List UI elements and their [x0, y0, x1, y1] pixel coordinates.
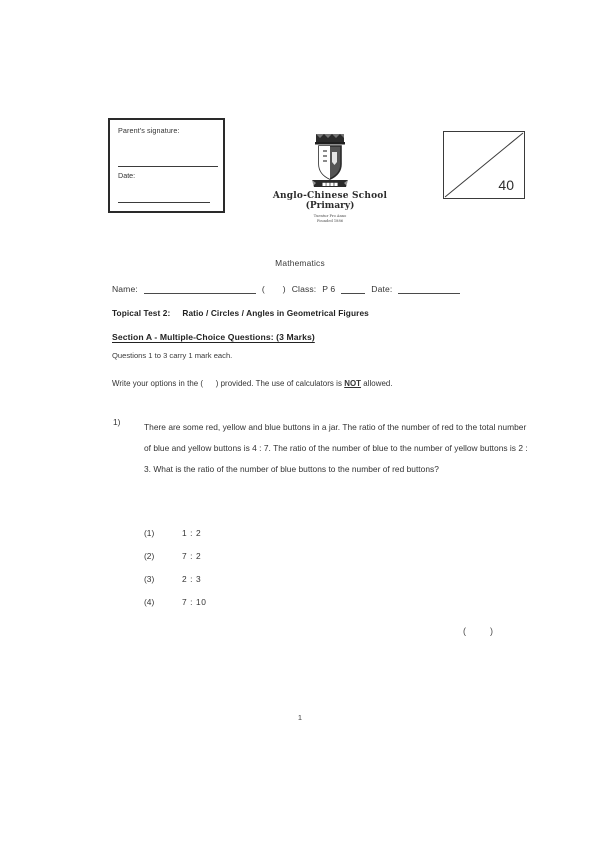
option-row[interactable] — [144, 574, 207, 597]
date-label: Date: — [371, 284, 393, 294]
school-crest-block — [272, 132, 388, 224]
option-row[interactable] — [144, 528, 207, 551]
marks-score-box[interactable] — [443, 131, 525, 199]
svg-text:■■■■: ■■■■ — [322, 181, 338, 187]
topical-test-line — [112, 308, 369, 318]
option-row[interactable] — [144, 551, 207, 574]
option-label: (3) — [144, 574, 155, 584]
answer-close-paren: ) — [490, 626, 517, 636]
subject-title: Mathematics — [275, 258, 325, 268]
parent-signature-label: Parent's signature: — [118, 126, 180, 135]
index-close-paren: ) — [282, 284, 286, 294]
school-level: (Primary) — [305, 201, 355, 212]
school-name: Anglo-Chinese School — [272, 191, 388, 201]
option-label: (1) — [144, 528, 155, 538]
class-input-rule[interactable] — [341, 284, 365, 294]
index-open-paren: ( — [261, 284, 265, 294]
school-motto-line-2: Founded 1886 — [316, 218, 344, 223]
signature-date-write-line[interactable] — [118, 202, 210, 203]
option-label: (2) — [144, 551, 155, 561]
answer-open-paren: ( — [463, 626, 490, 636]
question-1-text: There are some red, yellow and blue buttons in a jar. The ratio of the number of red to the total number of blue and yellow buttons is 4 : 7. The ratio of the number of blue to the number of yellow buttons is 2 : 3. What is the ratio of the number of blue buttons to the number of red buttons? — [144, 422, 528, 474]
option-value: 1 : 2 — [182, 528, 202, 538]
date-input-rule[interactable] — [398, 284, 460, 294]
page-number: 1 — [297, 713, 303, 722]
answer-instruction-line — [112, 379, 393, 388]
total-marks-value: 40 — [498, 177, 514, 193]
question-1-number: 1) — [113, 417, 121, 427]
question-1-options — [144, 528, 207, 620]
section-marks-note: Questions 1 to 3 carry 1 mark each. — [112, 351, 233, 360]
parent-signature-write-line[interactable] — [118, 166, 218, 167]
option-value: 7 : 10 — [182, 597, 207, 607]
instruction-text-part-1: Write your options in the ( — [112, 379, 204, 388]
option-value: 2 : 3 — [182, 574, 202, 584]
question-1-answer-bracket[interactable] — [463, 626, 517, 636]
option-label: (4) — [144, 597, 155, 607]
option-value: 7 : 2 — [182, 551, 202, 561]
topical-test-label: Topical Test 2: — [112, 308, 171, 318]
instruction-text-part-2: ) provided. The use of calculators is — [215, 379, 342, 388]
parent-signature-box — [108, 118, 225, 213]
instruction-emphasis-not: NOT — [344, 379, 362, 388]
topical-test-topics: Ratio / Circles / Angles in Geometrical Figures — [182, 308, 369, 318]
student-particulars-line — [112, 284, 460, 294]
signature-date-label: Date: — [118, 171, 136, 180]
class-value: P 6 — [322, 284, 336, 294]
name-label: Name: — [112, 284, 138, 294]
instruction-text-part-3: allowed. — [363, 379, 393, 388]
class-label: Class: — [291, 284, 317, 294]
school-motto-line-1: Tuentur Pro Anno — [313, 214, 347, 219]
option-row[interactable] — [144, 597, 207, 620]
section-a-heading: Section A - Multiple-Choice Questions: (3 Marks) — [112, 332, 315, 342]
school-crest-icon — [310, 132, 350, 190]
name-input-rule[interactable] — [144, 284, 256, 294]
